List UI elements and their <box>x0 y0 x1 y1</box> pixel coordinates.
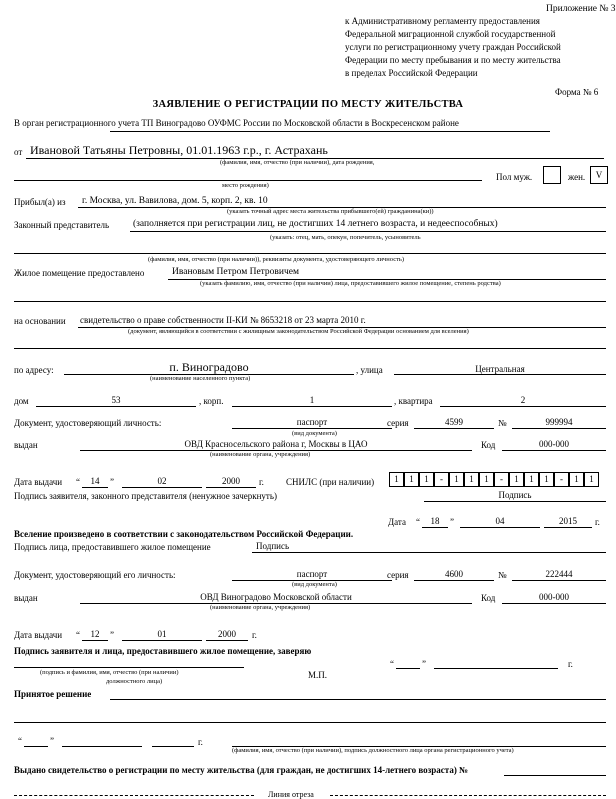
applicant-date-year: 2000 <box>222 476 240 486</box>
date1-label: Дата <box>388 517 406 527</box>
address-label: по адресу: <box>14 365 54 375</box>
decision-year-suffix: г. <box>198 737 203 747</box>
applicant-number-underline <box>512 428 606 429</box>
basis-value: свидетельство о праве собственности II-КИ № 8653218 от 23 марта 2010 г. <box>80 315 366 325</box>
provider-issued-caption: (наименование органа, учреждения) <box>210 604 311 611</box>
decision-day-underline <box>24 746 48 747</box>
certify-year-suffix: г. <box>568 659 573 669</box>
signature1-underline <box>424 501 606 502</box>
arrived-caption: (указать точный адрес места жительства прибывшего(ей) гражданина(ки)) <box>227 208 434 215</box>
date1-year-underline <box>544 527 592 528</box>
applicant-number-label: № <box>498 418 507 428</box>
quote-close: ” <box>110 477 114 487</box>
birthplace-caption: место рождения) <box>222 182 269 189</box>
provider-series-value: 4600 <box>445 569 463 579</box>
date1-year-suffix: г. <box>595 517 600 527</box>
quote-open: “ <box>76 477 80 487</box>
appendix-line: к Административному регламенту предоставления <box>345 16 540 26</box>
provider-date-year: 2000 <box>218 629 236 639</box>
provider-code-underline <box>502 603 606 604</box>
decision-caption: (фамилия, имя, отчество (при наличии), подпись должностного лица органа регистрационного учета) <box>232 747 514 754</box>
cut-line-left <box>14 795 254 796</box>
provider-series-label: серия <box>387 570 409 580</box>
quote-close: ” <box>110 630 114 640</box>
settlement-caption: (наименование населенного пункта) <box>150 375 251 382</box>
applicant-date-day: 14 <box>90 476 100 486</box>
snils-cell: 1 <box>464 472 479 487</box>
applicant-issued-label: выдан <box>14 440 38 450</box>
snils-cell: 1 <box>509 472 524 487</box>
provider-number-underline <box>512 580 606 581</box>
quote-close: ” <box>450 517 454 527</box>
date1-day: 18 <box>430 516 440 526</box>
provider-date-month-underline <box>122 640 202 641</box>
issued-certificate-label: Выдано свидетельство о регистрации по месту жительства (для граждан, не достигших 14-летнего возраста) № <box>14 765 469 775</box>
snils-cell: 1 <box>389 472 404 487</box>
applicant-series-underline <box>414 428 494 429</box>
quote-close: ” <box>50 736 54 746</box>
representative-underline <box>130 231 606 232</box>
applicant-date-day-underline <box>82 487 108 488</box>
provider-code-label: Код <box>481 593 496 603</box>
certify-month-year-underline <box>434 668 558 669</box>
provider-doc-label: Документ, удостоверяющий его личность: <box>14 570 176 580</box>
quote-open: “ <box>390 659 394 669</box>
basis-label: на основании <box>14 316 66 326</box>
provider-doc-type-caption: (вид документа) <box>292 581 337 588</box>
snils-cell: 1 <box>524 472 539 487</box>
provider-code-value: 000-000 <box>539 592 569 602</box>
date1-month-underline <box>460 527 540 528</box>
appendix-title: Приложение № 3 <box>546 4 616 14</box>
house-value: 53 <box>111 395 121 405</box>
korp-value: 1 <box>309 395 315 405</box>
date1-year: 2015 <box>559 516 577 526</box>
snils-label: СНИЛС (при наличии) <box>286 477 375 487</box>
housing-caption: (указать фамилию, имя, отчество (при наличии) лица, предоставившего жилое помещение, степень родства) <box>200 280 501 287</box>
snils-cell: 1 <box>584 472 599 487</box>
snils-cell: 1 <box>479 472 494 487</box>
snils-cell: 1 <box>569 472 584 487</box>
cut-line-right <box>330 795 606 796</box>
cut-line-label: Линия отреза <box>268 790 314 799</box>
sex-female-checkbox[interactable] <box>590 166 608 184</box>
settled-sign-label: Подпись лица, предоставившего жилое помещение <box>14 542 211 552</box>
applicant-name-caption: (фамилия, имя, отчество (при наличии), дата рождения, <box>220 159 375 166</box>
decision-month-underline <box>62 746 142 747</box>
flat-value: 2 <box>520 395 526 405</box>
certify-sign-underline <box>14 667 244 668</box>
flat-underline <box>440 406 606 407</box>
snils-cell: - <box>554 472 569 487</box>
sex-male-checkbox[interactable] <box>543 166 561 184</box>
snils-cell: - <box>434 472 449 487</box>
snils-cell: - <box>494 472 509 487</box>
appendix-line: Федеральной миграционной службой государственной <box>345 29 556 39</box>
applicant-date-month-underline <box>122 487 202 488</box>
applicant-series-label: серия <box>387 418 409 428</box>
provider-series-underline <box>414 580 494 581</box>
applicant-date-year-suffix: г. <box>259 477 264 487</box>
settlement-value: п. Виноградово <box>169 360 249 374</box>
applicant-code-label: Код <box>481 440 496 450</box>
representative-label: Законный представитель <box>14 220 110 230</box>
stamp-place: М.П. <box>308 670 328 680</box>
date1-month: 04 <box>495 516 505 526</box>
housing-value: Ивановым Петром Петровичем <box>172 267 299 277</box>
quote-open: “ <box>416 517 420 527</box>
from-label: от <box>14 147 23 157</box>
signature1-value: Подпись <box>498 490 532 500</box>
applicant-doc-type: паспорт <box>296 417 328 427</box>
applicant-doc-label: Документ, удостоверяющий личность: <box>14 418 162 428</box>
provider-date-year-suffix: г. <box>252 630 257 640</box>
representative-caption: (указать: отец, мать, опекун, попечитель, усыновитель <box>270 234 421 241</box>
provider-date-day: 12 <box>90 629 100 639</box>
basis-caption: (документ, являющийся в соответствии с жилищным законодательством Российской Федерации основанием для вселения) <box>128 328 469 335</box>
korp-label: , корп. <box>199 396 224 406</box>
decision-label: Принятое решение <box>14 689 92 699</box>
applicant-date-month: 02 <box>157 476 167 486</box>
provider-date-day-underline <box>82 640 108 641</box>
street-underline <box>394 374 606 375</box>
appendix-line: услуги по регистрационному учету граждан Российской <box>345 42 561 52</box>
certify-label: Подпись заявителя и лица, предоставившего жилое помещение, заверяю <box>14 646 312 656</box>
sex-female-check-mark: V <box>595 170 603 180</box>
representative-underline-2 <box>14 253 606 254</box>
house-underline <box>36 406 196 407</box>
provider-date-label: Дата выдачи <box>14 630 63 640</box>
snils-cell: 1 <box>539 472 554 487</box>
quote-open: “ <box>18 736 22 746</box>
signature1-label: Подпись заявителя, законного представителя (ненужное зачеркнуть) <box>14 491 277 501</box>
birthplace-underline <box>14 180 482 181</box>
applicant-code-underline <box>502 450 606 451</box>
page-title: ЗАЯВЛЕНИЕ О РЕГИСТРАЦИИ ПО МЕСТУ ЖИТЕЛЬСТВА <box>152 99 464 110</box>
applicant-date-label: Дата выдачи <box>14 477 63 487</box>
housing-label: Жилое помещение предоставлено <box>14 268 145 278</box>
provider-date-year-underline <box>206 640 248 641</box>
settled-sign-value: Подпись <box>256 541 290 551</box>
applicant-number-value: 999994 <box>545 417 573 427</box>
sex-female-label: жен. <box>568 172 586 182</box>
street-label: , улица <box>356 365 383 375</box>
decision-underline-2 <box>14 722 606 723</box>
provider-doc-type: паспорт <box>296 569 328 579</box>
provider-issued-label: выдан <box>14 593 38 603</box>
provider-number-label: № <box>498 570 507 580</box>
decision-underline <box>110 699 606 700</box>
authority-text: В орган регистрационного учета ТП Виноградово ОУФМС России по Московской области в Воскресенском районе <box>14 118 459 128</box>
settled-sign-underline <box>252 552 606 553</box>
applicant-doc-type-underline <box>232 428 392 429</box>
settled-statement: Вселение произведено в соответствии с законодательством Российской Федерации. <box>14 529 354 539</box>
arrived-value: г. Москва, ул. Вавилова, дом. 5, корп. 2, кв. 10 <box>82 196 268 206</box>
snils-cell: 1 <box>449 472 464 487</box>
applicant-name: Ивановой Татьяны Петровны, 01.01.1963 г.р., г. Астрахань <box>30 143 328 157</box>
applicant-date-year-underline <box>206 487 256 488</box>
decision-year-underline <box>152 746 194 747</box>
representative-caption-2: (фамилия, имя, отчество (при наличии)), реквизиты документа, удостоверяющего личность) <box>148 256 405 263</box>
housing-underline-2 <box>14 301 606 302</box>
certify-caption: (подпись и фамилия, имя, отчество (при наличии) <box>40 669 179 676</box>
quote-close: ” <box>422 659 426 669</box>
applicant-issued-by: ОВД Красносельского района г, Москвы в ЦАО <box>184 439 368 449</box>
snils-cell: 1 <box>404 472 419 487</box>
house-label: дом <box>14 396 29 406</box>
applicant-doc-type-caption: (вид документа) <box>292 430 337 437</box>
date1-day-underline <box>422 527 448 528</box>
basis-underline-2 <box>14 348 606 349</box>
flat-label: , квартира <box>394 396 433 406</box>
quote-open: “ <box>76 630 80 640</box>
snils-cell: 1 <box>419 472 434 487</box>
authority-underline <box>110 131 550 132</box>
form-number: Форма № 6 <box>555 87 599 97</box>
provider-number-value: 222444 <box>545 569 573 579</box>
issued-certificate-number-underline <box>504 775 606 776</box>
representative-note: (заполняется при регистрации лиц, не достигших 14 летнего возраста, и недееспособных) <box>133 219 498 229</box>
sex-male-label: Пол муж. <box>496 172 533 182</box>
provider-issued-by: ОВД Виноградово Московской области <box>200 592 352 602</box>
street-value: Центральная <box>475 364 525 374</box>
appendix-line: в пределах Российской Федерации <box>345 68 478 78</box>
arrived-label: Прибыл(а) из <box>14 197 66 207</box>
korp-underline <box>232 406 392 407</box>
certify-day-underline <box>396 668 420 669</box>
applicant-series-value: 4599 <box>445 417 463 427</box>
appendix-line: Федерации по месту пребывания и по месту жительства <box>345 55 561 65</box>
applicant-code-value: 000-000 <box>539 439 569 449</box>
applicant-issued-caption: (наименование органа, учреждения) <box>210 451 311 458</box>
provider-date-month: 01 <box>157 629 167 639</box>
certify-caption-2: должностного лица) <box>106 678 163 685</box>
